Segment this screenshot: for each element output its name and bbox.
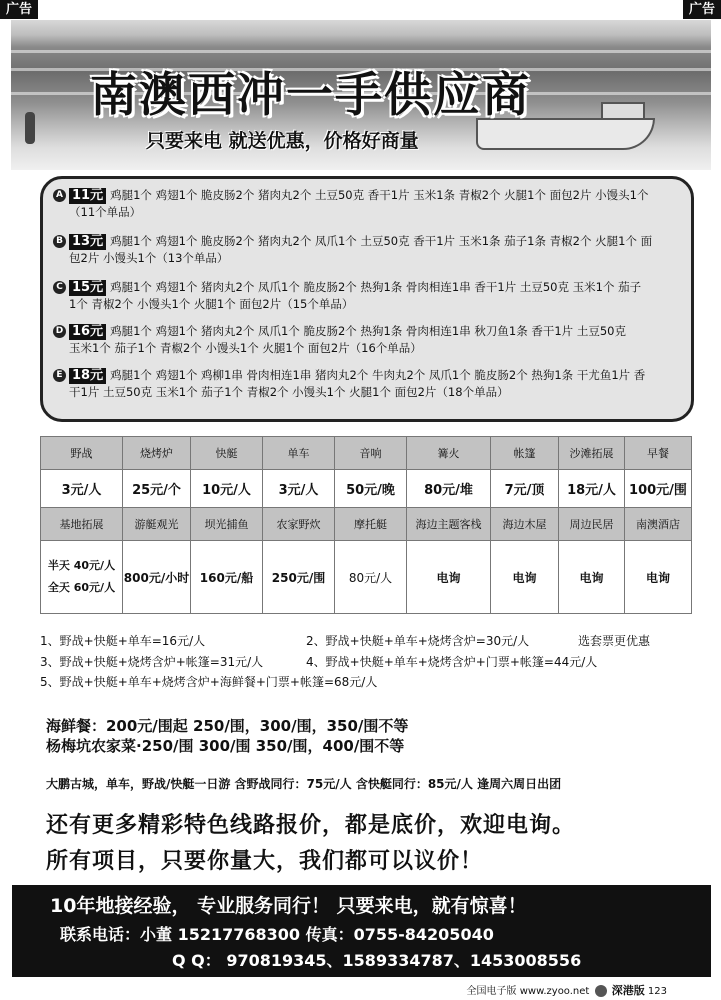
table-cell: 800元/小时 [123,541,191,614]
package-letter-badge: A [53,189,66,202]
table-cell: 电询 [407,541,491,614]
package-items-line1: 鸡腿1个 鸡翅1个 脆皮肠2个 猪肉丸2个 凤爪1个 土豆50克 香干1片 玉米1条 茄子1条 青椒2个 火腿1个 面 [110,234,653,248]
base-half-day-price: 半天 40元/人 [47,559,116,572]
contact-phone-line: 联系电话：小董 15217768300 传真：0755-84205040 [60,925,494,944]
contact-headline: 10年地接经验， 专业服务同行！ 只要来电，就有惊喜！ [50,895,527,917]
combo-offer: 5、野战+快艇+单车+烧烤含炉+海鲜餐+门票+帐篷=68元/人 [40,675,378,689]
table-cell: 周边民居 [559,508,625,541]
package-price: 16元 [69,324,106,340]
footer-site: 全国电子版 www.zyoo.net [466,986,590,997]
table-cell: 18元/人 [559,470,625,508]
package-letter-badge: C [53,281,66,294]
package-items-line2: 玉米1个 茄子1个 青椒2个 小馒头1个 火腿1个 面包2片（16个单品） [69,341,422,355]
table-cell: 海边木屋 [491,508,559,541]
package-item [57,233,677,267]
table-cell: 25元/个 [123,470,191,508]
table-cell: 10元/人 [191,470,263,508]
footer-edition: 深港版 [611,984,645,997]
table-cell: 南澳酒店 [625,508,692,541]
magazine-logo-icon [595,985,607,997]
package-items-line2: （11个单品） [69,205,142,219]
table-cell: 野战 [41,437,123,470]
package-item [57,367,677,401]
table-cell: 篝火 [407,437,491,470]
table-cell: 单车 [263,437,335,470]
package-items-line1: 鸡腿1个 鸡翅1个 猪肉丸2个 凤爪1个 脆皮肠2个 热狗1条 骨肉相连1串 香干1片 土豆50克 玉米1个 茄子 [110,280,642,294]
package-items-line1: 鸡腿1个 鸡翅1个 猪肉丸2个 凤爪1个 脆皮肠2个 热狗1条 骨肉相连1串 秋刀鱼1条 香干1片 土豆50克 [110,324,626,338]
package-item [57,279,677,313]
table-cell: 250元/围 [263,541,335,614]
ad-label-left: 广告 [0,0,38,19]
table-cell [41,541,123,614]
table-cell: 基地拓展 [41,508,123,541]
package-items-line2: 包2片 小馒头1个（13个单品） [69,251,229,265]
price-table-value-row [41,470,692,508]
table-cell: 100元/围 [625,470,692,508]
price-table-header-row [41,508,692,541]
table-cell: 帐篷 [491,437,559,470]
package-item [57,187,677,221]
ad-label-right: 广告 [683,0,721,19]
package-letter-badge: D [53,325,66,338]
price-table-header-row [41,437,692,470]
combo-offer: 1、野战+快艇+单车=16元/人 [40,634,206,648]
top-bar [0,0,721,20]
hero-subtitle: 只要来电 就送优惠，价格好商量 [146,130,419,152]
combo-note: 选套票更优惠 [578,634,651,648]
contact-banner [12,885,711,977]
table-cell: 快艇 [191,437,263,470]
beach-person-figure [25,112,35,144]
package-letter-badge: E [53,369,66,382]
table-cell: 沙滩拓展 [559,437,625,470]
base-full-day-price: 全天 60元/人 [47,581,116,594]
hero-title: 南澳西冲一手供应商 [90,68,531,123]
activity-price-table [40,436,692,614]
package-items-line2: 1个 青椒2个 小馒头1个 火腿1个 面包2片（15个单品） [69,297,354,311]
table-cell: 烧烤炉 [123,437,191,470]
package-letter-badge: B [53,235,66,248]
table-cell: 游艇观光 [123,508,191,541]
package-items-line2: 干1片 土豆50克 玉米1个 茄子1个 青椒2个 小馒头1个 火腿1个 面包2片（18个单品） [69,385,509,399]
package-items-line1: 鸡腿1个 鸡翅1个 鸡柳1串 骨肉相连1串 猪肉丸2个 牛肉丸2个 凤爪1个 脆皮肠2个 热狗1条 干尤鱼1片 香 [110,368,646,382]
table-cell: 3元/人 [41,470,123,508]
table-cell: 电询 [559,541,625,614]
package-item [57,323,677,357]
table-cell: 7元/顶 [491,470,559,508]
package-price: 18元 [69,368,106,384]
dining-farmhouse: 杨梅坑农家菜·250/围 300/围 350/围，400/围不等 [46,737,405,755]
page-footer [467,982,667,998]
package-price: 11元 [69,188,106,204]
table-cell: 50元/晚 [335,470,407,508]
table-cell: 电询 [625,541,692,614]
combo-offer: 3、野战+快艇+烧烤含炉+帐篷=31元/人 [40,655,264,669]
table-cell: 80元/堆 [407,470,491,508]
table-cell: 摩托艇 [335,508,407,541]
combo-offer: 4、野战+快艇+单车+烧烤含炉+门票+帐篷=44元/人 [306,655,598,669]
table-cell: 农家野炊 [263,508,335,541]
table-cell: 海边主题客栈 [407,508,491,541]
table-cell: 音响 [335,437,407,470]
table-cell: 160元/船 [191,541,263,614]
table-cell: 早餐 [625,437,692,470]
package-items-line1: 鸡腿1个 鸡翅1个 脆皮肠2个 猪肉丸2个 土豆50克 香干1片 玉米1条 青椒2个 火腿1个 面包2片 小馒头1个 [110,188,649,202]
price-table-value-row [41,541,692,614]
table-cell: 3元/人 [263,470,335,508]
slogan-line: 还有更多精彩特色线路报价，都是底价，欢迎电询。 [46,813,576,838]
table-cell: 电询 [491,541,559,614]
table-cell: 80元/人 [335,541,407,614]
dining-seafood: 海鲜餐：200元/围起 250/围，300/围，350/围不等 [46,717,409,735]
slogan-line: 所有项目，只要你量大，我们都可以议价！ [46,849,484,874]
combo-offer: 2、野战+快艇+单车+烧烤含炉=30元/人 [306,634,530,648]
footer-page-number: 123 [647,986,667,997]
package-price: 13元 [69,234,106,250]
table-cell: 坝光捕鱼 [191,508,263,541]
sea-wave [11,50,711,53]
tour-line: 大鹏古城，单车，野战/快艇一日游 含野战同行：75元/人 含快艇同行：85元/人 逢周六周日出团 [46,777,562,791]
bbq-package-box [40,176,694,422]
contact-qq-line: Q Q： 970819345、1589334787、1453008556 [172,951,582,970]
package-price: 15元 [69,280,106,296]
